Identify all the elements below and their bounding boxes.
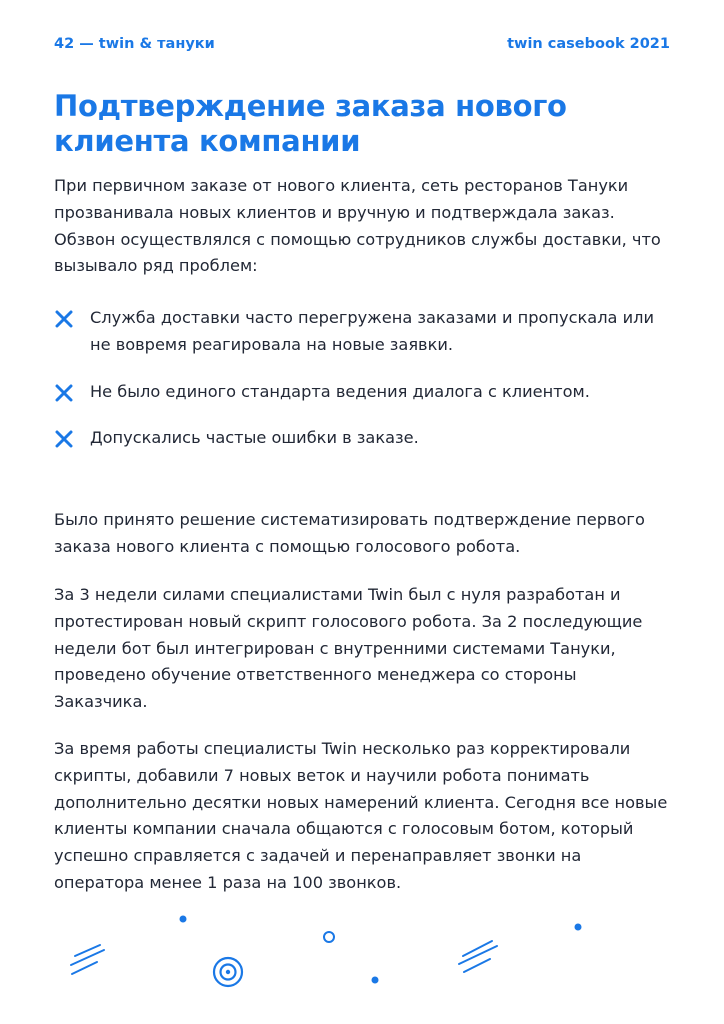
list-item: [54, 425, 674, 452]
page-number-label: 42 — twin & тануки: [54, 36, 215, 52]
cross-icon: [54, 384, 74, 402]
list-item-text: Не было единого стандарта ведения диалога с клиентом.: [90, 381, 590, 401]
dot-decoration: [180, 916, 187, 923]
stroke-decoration-left: [71, 945, 104, 974]
stroke-decoration-right: [459, 941, 497, 972]
results-paragraph: За время работы специалисты Twin несколько раз корректировали скрипты, добавили 7 новых веток и научили робота понимать дополнительно десятки новых намерений клиента. Сегодня все новые клиенты компании сначала общаются с голосовым ботом, который успешно справляется с задачей и перенаправляет звонки на оператора менее 1 раза на 100 звонков.: [54, 739, 668, 892]
decorative-pattern: [0, 900, 724, 1024]
publication-label: twin casebook 2021: [507, 36, 670, 52]
dot-decoration: [575, 924, 582, 931]
cross-icon: [54, 310, 74, 328]
page-header: [54, 36, 670, 56]
intro-paragraph: При первичном заказе от нового клиента, сеть ресторанов Тануки прозванивала новых клиентов и вручную и подтверждала заказ. Обзвон осуществлялся с помощью сотрудников службы доставки, что вызывало ряд проблем:: [54, 176, 661, 276]
problem-list: [54, 305, 674, 472]
development-paragraph: За 3 недели силами специалистами Twin был с нуля разработан и протестирован новый скрипт голосового робота. За 2 последующие недели бот был интегрирован с внутренними системами Тануки, проведено обучение ответственного менеджера со стороны Заказчика.: [54, 585, 643, 712]
list-item: [54, 305, 674, 359]
cross-icon: [54, 430, 74, 448]
decision-paragraph: Было принято решение систематизировать подтверждение первого заказа нового клиента с помощью голосового робота.: [54, 510, 645, 556]
ring-decoration: [324, 932, 334, 942]
list-item-text: Допускались частые ошибки в заказе.: [90, 428, 419, 448]
dot-decoration: [372, 977, 379, 984]
target-center: [226, 970, 230, 974]
list-item: [54, 379, 674, 406]
page-title: Подтверждение заказа нового клиента компании: [54, 89, 567, 158]
list-item-text: Служба доставки часто перегружена заказами и пропускала или не вовремя реагировала на новые заявки.: [90, 308, 654, 354]
